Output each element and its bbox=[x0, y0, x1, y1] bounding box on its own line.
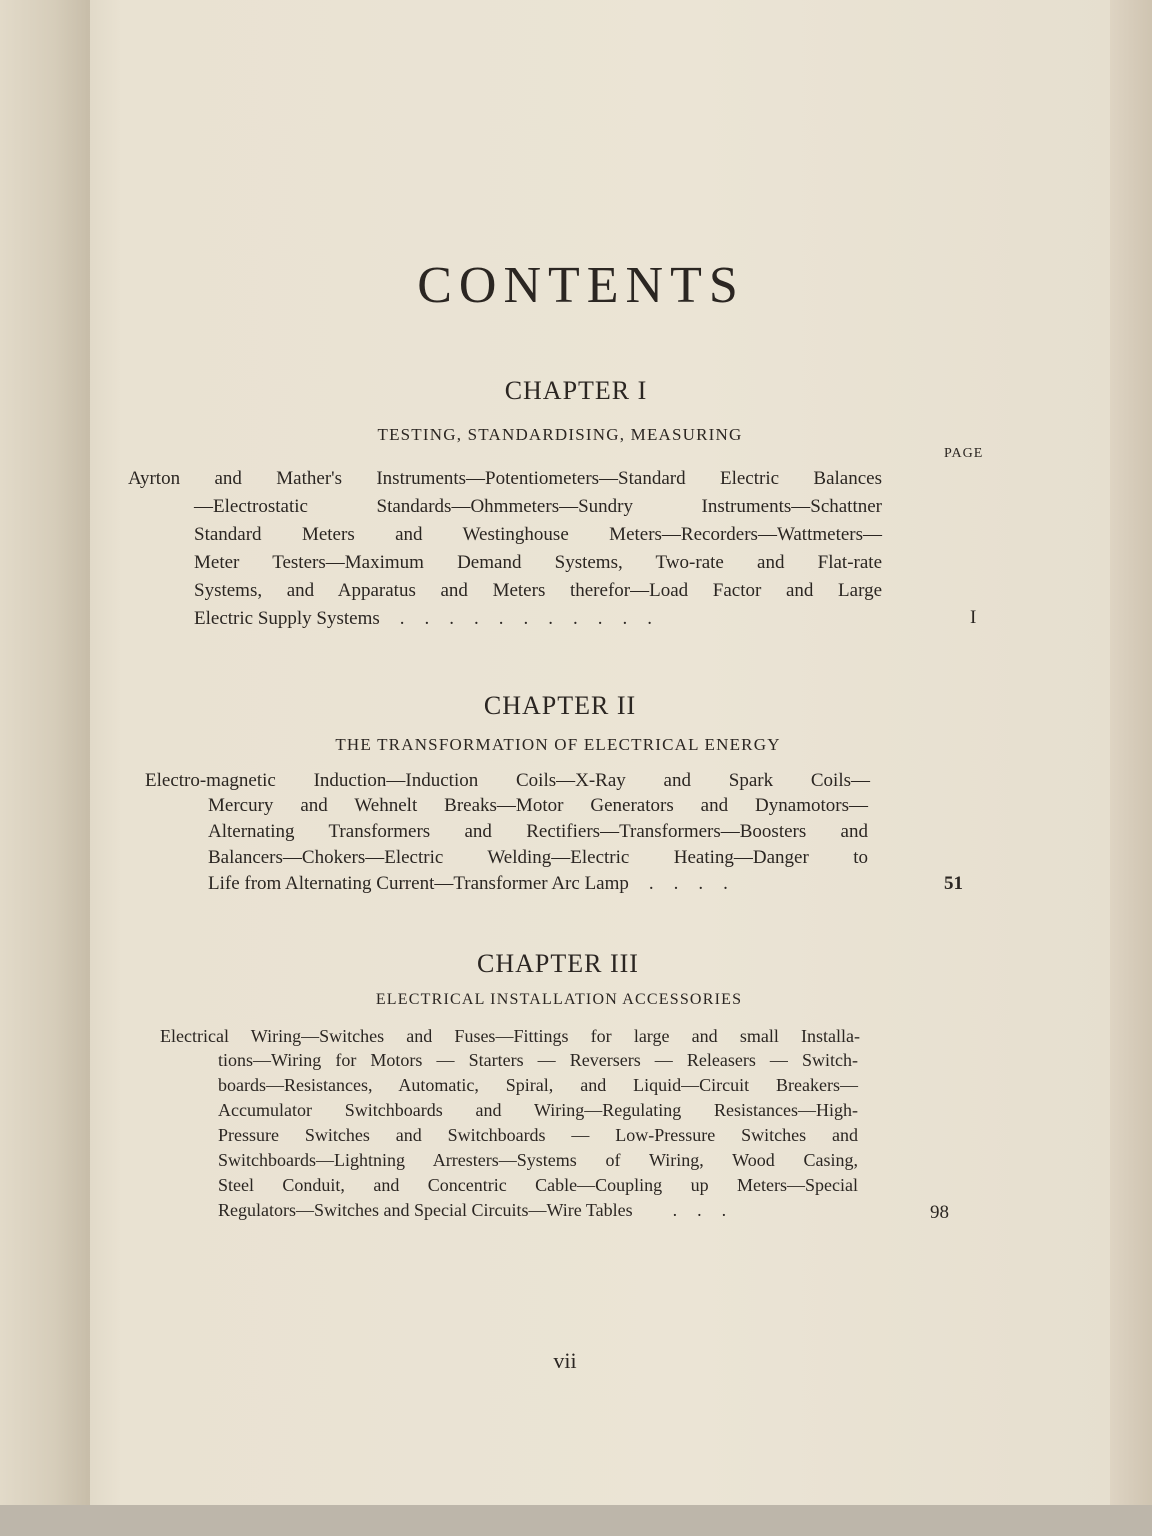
entry-line: Ayrton and Mather's Instruments—Potentiometers—Standard Electric Balances bbox=[128, 468, 882, 489]
chapter-3-entry bbox=[160, 1022, 860, 1050]
entry-line: Standard Meters and Westinghouse Meters—Recorders—Wattmeters— bbox=[194, 524, 882, 545]
page-edge bbox=[1110, 0, 1152, 1536]
chapter-3-page-number: 98 bbox=[930, 1202, 949, 1223]
entry-line bbox=[208, 871, 868, 897]
chapter-1-subtitle: TESTING, STANDARDISING, MEASURING bbox=[377, 425, 743, 444]
entry-line: Electrical Wiring—Switches and Fuses—Fittings for large and small Installa- bbox=[160, 1026, 860, 1046]
entry-line: Meter Testers—Maximum Demand Systems, Two-rate and Flat-rate bbox=[194, 552, 882, 573]
entry-line-text: Electric Supply Systems bbox=[194, 608, 380, 629]
entry-line: Switchboards—Lightning Arresters—Systems of Wiring, Wood Casing, bbox=[218, 1150, 858, 1170]
chapter-1-entry bbox=[128, 465, 882, 493]
entry-line: Systems, and Apparatus and Meters therefor—Load Factor and Large bbox=[194, 580, 882, 601]
page-folio: vii bbox=[553, 1348, 577, 1373]
book-gutter bbox=[0, 0, 90, 1536]
chapter-2-entry bbox=[145, 767, 870, 795]
dot-leader: ........... bbox=[399, 608, 673, 629]
chapter-2-subtitle: THE TRANSFORMATION OF ELECTRICAL ENERGY bbox=[335, 735, 781, 754]
chapter-2-heading: CHAPTER II bbox=[483, 691, 637, 720]
entry-line: Alternating Transformers and Rectifiers—Transformers—Boosters and bbox=[208, 821, 868, 842]
chapter-2-entry-cont bbox=[208, 793, 868, 897]
page-column-label: PAGE bbox=[944, 446, 984, 461]
entry-line: Balancers—Chokers—Electric Welding—Electric Heating—Danger to bbox=[208, 847, 868, 868]
entry-line: Electro-magnetic Induction—Induction Coils—X-Ray and Spark Coils— bbox=[145, 770, 870, 791]
entry-line: —Electrostatic Standards—Ohmmeters—Sundry Instruments—Schattner bbox=[194, 496, 882, 517]
entry-line: boards—Resistances, Automatic, Spiral, and Liquid—Circuit Breakers— bbox=[218, 1075, 858, 1095]
chapter-3-heading: CHAPTER III bbox=[477, 949, 639, 978]
entry-line bbox=[194, 605, 882, 633]
chapter-1-heading: CHAPTER I bbox=[504, 376, 648, 405]
table-surface bbox=[0, 1505, 1152, 1536]
dot-leader: ... bbox=[672, 1200, 747, 1220]
chapter-1-entry-cont bbox=[194, 493, 882, 633]
entry-line: Steel Conduit, and Concentric Cable—Coupling up Meters—Special bbox=[218, 1175, 858, 1195]
entry-line: tions—Wiring for Motors — Starters — Reversers — Releasers — Switch- bbox=[218, 1050, 858, 1070]
chapter-2-page-number: 51 bbox=[944, 873, 963, 894]
dot-leader: .... bbox=[648, 873, 748, 894]
chapter-3-entry-cont bbox=[218, 1048, 858, 1223]
chapter-1-page-number: I bbox=[970, 607, 977, 628]
entry-line: Accumulator Switchboards and Wiring—Regulating Resistances—High- bbox=[218, 1100, 858, 1120]
chapter-3-subtitle: ELECTRICAL INSTALLATION ACCESSORIES bbox=[375, 991, 743, 1008]
page-title: CONTENTS bbox=[417, 257, 745, 314]
entry-line-text: Life from Alternating Current—Transformer Arc Lamp bbox=[208, 873, 629, 894]
entry-line: Pressure Switches and Switchboards — Low-Pressure Switches and bbox=[218, 1125, 858, 1145]
entry-line bbox=[218, 1198, 858, 1223]
entry-line: Mercury and Wehnelt Breaks—Motor Generators and Dynamotors— bbox=[208, 795, 868, 816]
entry-line-text: Regulators—Switches and Special Circuits—Wire Tables bbox=[218, 1200, 633, 1220]
